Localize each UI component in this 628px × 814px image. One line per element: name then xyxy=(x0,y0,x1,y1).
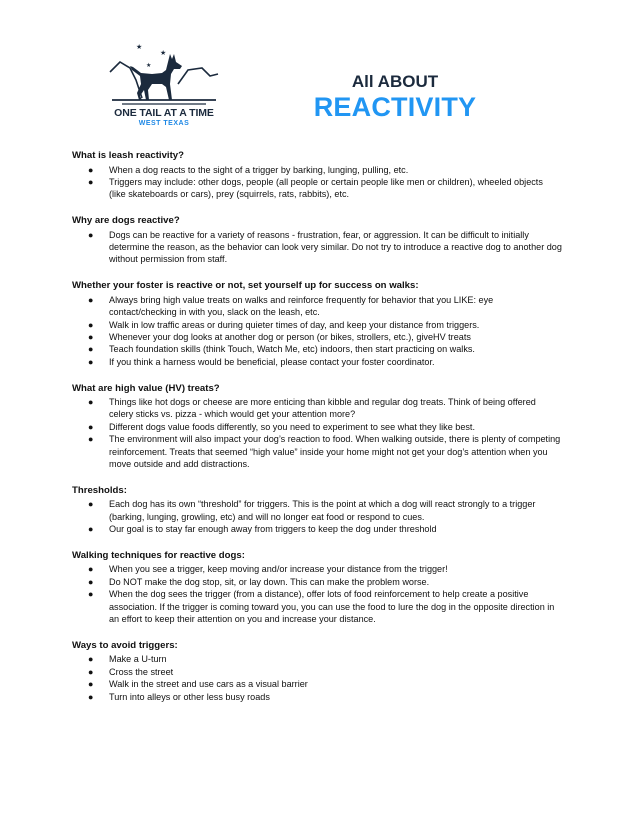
bullet-icon: ● xyxy=(88,691,94,702)
list-item xyxy=(72,176,562,201)
section xyxy=(72,215,562,266)
bullet-icon: ● xyxy=(88,344,94,355)
list-item xyxy=(72,563,562,575)
section-heading: What are high value (HV) treats? xyxy=(72,382,220,394)
list-item xyxy=(72,421,562,433)
list-item xyxy=(72,331,562,343)
list-item xyxy=(72,691,562,703)
dog-body xyxy=(130,54,182,100)
mesa-right-outline xyxy=(178,68,218,84)
bullet-icon: ● xyxy=(88,589,94,600)
bullet-icon: ● xyxy=(88,499,94,510)
list-item-text: Our goal is to stay far enough away from triggers to keep the dog under threshold xyxy=(109,524,437,535)
brand-name: ONE TAIL AT A TIME xyxy=(114,107,214,119)
section-heading: Thresholds: xyxy=(72,484,127,496)
bullet-list xyxy=(72,164,562,201)
list-item-text: Cross the street xyxy=(109,666,174,677)
bullet-icon: ● xyxy=(88,564,94,575)
section xyxy=(72,550,562,626)
bullet-icon: ● xyxy=(88,397,94,408)
list-item-text: Always bring high value treats on walks and reinforce frequently for behavior that you LIKE: eye contact/checking in with you, slack on the leash, etc. xyxy=(109,294,494,318)
list-item-text: Triggers may include: other dogs, people (all people or certain people like men or children), wheeled objects (like skateboards or cars), prey (squirrels, rats, rabbits), etc. xyxy=(109,176,543,200)
bullet-list xyxy=(72,498,562,535)
star-icon: ★ xyxy=(146,62,152,69)
bullet-list xyxy=(72,653,562,703)
list-item xyxy=(72,164,562,176)
list-item xyxy=(72,229,562,266)
bullet-list xyxy=(72,229,562,266)
list-item-text: Whenever your dog looks at another dog or person (or bikes, strollers, etc.), giveHV treats xyxy=(109,331,471,342)
list-item-text: Each dog has its own “threshold” for triggers. This is the point at which a dog will react strongly to a trigger (barking, lunging, growling, etc) and will no longer eat food or respond to cues. xyxy=(109,499,536,522)
star-icon: ★ xyxy=(160,49,167,57)
list-item-text: Things like hot dogs or cheese are more enticing than kibble and regular dog treats. Think of being offered celery sticks vs. pizza - which would get your attention more? xyxy=(109,397,536,420)
section-heading: Walking techniques for reactive dogs: xyxy=(72,549,245,561)
logo xyxy=(108,40,220,132)
bullet-icon: ● xyxy=(88,294,94,305)
list-item xyxy=(72,523,562,535)
section xyxy=(72,280,562,368)
bullet-icon: ● xyxy=(88,176,94,187)
section-heading: Ways to avoid triggers: xyxy=(72,639,178,651)
section xyxy=(72,383,562,471)
list-item-text: Do NOT make the dog stop, sit, or lay down. This can make the problem worse. xyxy=(109,576,430,587)
bullet-icon: ● xyxy=(88,576,94,587)
bullet-icon: ● xyxy=(88,356,94,367)
bullet-list xyxy=(72,563,562,625)
bullet-icon: ● xyxy=(88,229,94,240)
bullet-icon: ● xyxy=(88,319,94,330)
star-icon: ★ xyxy=(136,43,143,51)
section-heading: What is leash reactivity? xyxy=(72,150,184,161)
bullet-icon: ● xyxy=(88,434,94,445)
bullet-list xyxy=(72,396,562,470)
bullet-icon: ● xyxy=(88,679,94,690)
bullet-icon: ● xyxy=(88,654,94,665)
list-item-text: When you see a trigger, keep moving and/or increase your distance from the trigger! xyxy=(109,564,448,575)
section xyxy=(72,640,562,703)
section xyxy=(72,485,562,536)
list-item xyxy=(72,576,562,588)
list-item-text: Make a U-turn xyxy=(109,654,167,665)
list-item-text: Different dogs value foods differently, so you need to experiment to see what they like best. xyxy=(109,421,475,432)
list-item xyxy=(72,294,562,319)
list-item-text: The environment will also impact your dog’s reaction to food. When walking outside, there is plenty of competing reinforcement. Treats that seemed “high value” inside your home might not get your dog’s attention when you move outside and add distractions. xyxy=(109,434,561,470)
list-item xyxy=(72,666,562,678)
section-heading: Whether your foster is reactive or not, set yourself up for success on walks: xyxy=(72,280,419,292)
list-item-text: Walk in low traffic areas or during quieter times of day, and keep your distance from triggers. xyxy=(109,319,480,330)
list-item-text: Walk in the street and use cars as a visual barrier xyxy=(109,679,308,690)
page-title-line1: All ABOUT xyxy=(351,72,439,91)
dog-silhouette-icon xyxy=(108,40,220,108)
bullet-list xyxy=(72,294,562,368)
content xyxy=(72,150,562,717)
list-item-text: Teach foundation skills (think Touch, Watch Me, etc) indoors, then start practicing on walks. xyxy=(109,344,475,355)
list-item xyxy=(72,433,562,470)
list-item xyxy=(72,396,562,421)
list-item xyxy=(72,319,562,331)
section-heading: Why are dogs reactive? xyxy=(72,215,180,227)
section xyxy=(72,150,562,201)
bullet-icon: ● xyxy=(88,331,94,342)
list-item-text: Dogs can be reactive for a variety of reasons - frustration, fear, or aggression. It can be difficult to initially determine the reason, as the behavior can look very similar. Do not try to introduce a reactive dog to another dog without permission from staff. xyxy=(109,229,562,265)
list-item-text: When a dog reacts to the sight of a trigger by barking, lunging, pulling, etc. xyxy=(109,164,409,175)
list-item-text: When the dog sees the trigger (from a distance), offer lots of food reinforcement to help create a positive association. If the trigger is coming toward you, you can use the food to lure the dog in the opposite direction in an effort to keep their attention on you and increase your distance. xyxy=(109,589,555,625)
page-title-line2: REACTIVITY xyxy=(313,92,477,122)
brand-subtitle: WEST TEXAS xyxy=(138,120,190,127)
list-item xyxy=(72,498,562,523)
list-item xyxy=(72,653,562,665)
list-item xyxy=(72,356,562,368)
bullet-icon: ● xyxy=(88,421,94,432)
list-item xyxy=(72,343,562,355)
bullet-icon: ● xyxy=(88,164,94,175)
list-item-text: Turn into alleys or other less busy roads xyxy=(109,691,270,702)
bullet-icon: ● xyxy=(88,666,94,677)
list-item xyxy=(72,588,562,625)
bullet-icon: ● xyxy=(88,524,94,535)
list-item-text: If you think a harness would be beneficial, please contact your foster coordinator. xyxy=(109,356,435,367)
list-item xyxy=(72,678,562,690)
